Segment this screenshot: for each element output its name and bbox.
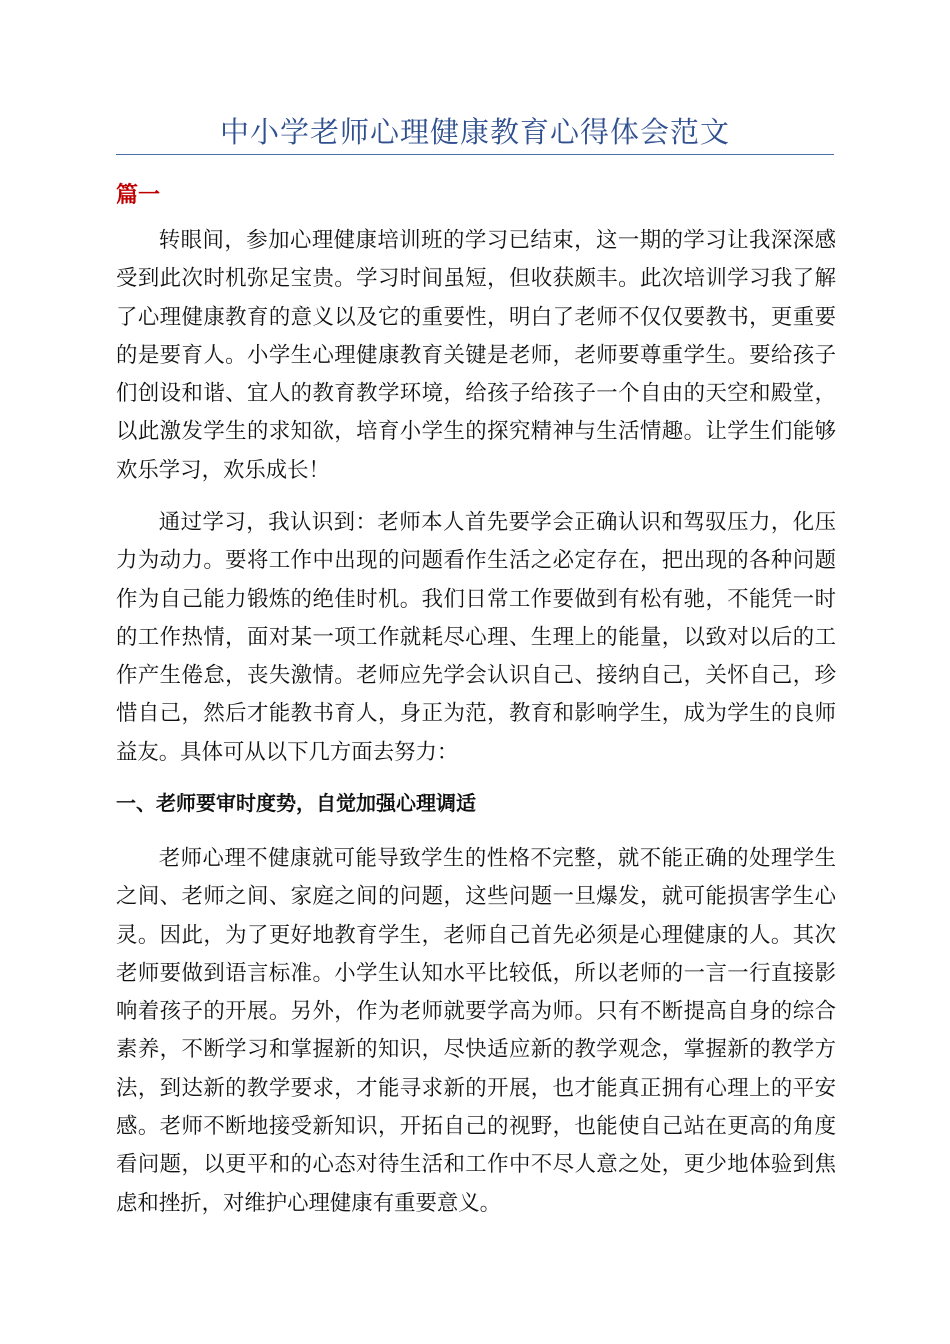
section-label: 篇一	[116, 182, 161, 208]
section-heading-1: 一、老师要审时度势，自觉加强心理调适	[116, 791, 476, 815]
document-title: 中小学老师心理健康教育心得体会范文	[219, 115, 730, 149]
paragraph-2: 通过学习，我认识到：老师本人首先要学会正确认识和驾驭压力，化压力为动力。要将工作中出现的问题看作生活之必定存在，把出现的各种问题作为自己能力锻炼的绝佳时机。我们日常工作要做到有松有驰，不能凭一时的工作热情，面对某一项工作就耗尽心理、生理上的能量，以致对以后的工作产生倦怠，丧失激情。老师应先学会认识自己、接纳自己，关怀自己，珍惜自己，然后才能教书育人，身正为范，教育和影响学生，成为学生的良师益友。具体可从以下几方面去努力：	[116, 510, 836, 765]
paragraph-1: 转眼间，参加心理健康培训班的学习已结束，这一期的学习让我深深感受到此次时机弥足宝贵。学习时间虽短，但收获颇丰。此次培训学习我了解了心理健康教育的意义以及它的重要性，明白了老师不仅仅要教书，更重要的是要育人。小学生心理健康教育关键是老师，老师要尊重学生。要给孩子们创设和谐、宜人的教育教学环境，给孩子给孩子一个自由的天空和殿堂，以此激发学生的求知欲，培育小学生的探究精神与生活情趣。让学生们能够欢乐学习，欢乐成长！	[116, 228, 836, 483]
title-underline	[116, 154, 834, 155]
paragraph-3: 老师心理不健康就可能导致学生的性格不完整，就不能正确的处理学生之间、老师之间、家庭之间的问题，这些问题一旦爆发，就可能损害学生心灵。因此，为了更好地教育学生，老师自己首先必须是心理健康的人。其次老师要做到语言标准。小学生认知水平比较低，所以老师的一言一行直接影响着孩子的开展。另外，作为老师就要学高为师。只有不断提高自身的综合素养，不断学习和掌握新的知识，尽快适应新的教学观念，掌握新的教学方法，到达新的教学要求，才能寻求新的开展，也才能真正拥有心理上的平安感。老师不断地接受新知识，开拓自己的视野，也能使自己站在更高的角度看问题，以更平和的心态对待生活和工作中不尽人意之处，更少地体验到焦虑和挫折，对维护心理健康有重要意义。	[116, 846, 836, 1216]
